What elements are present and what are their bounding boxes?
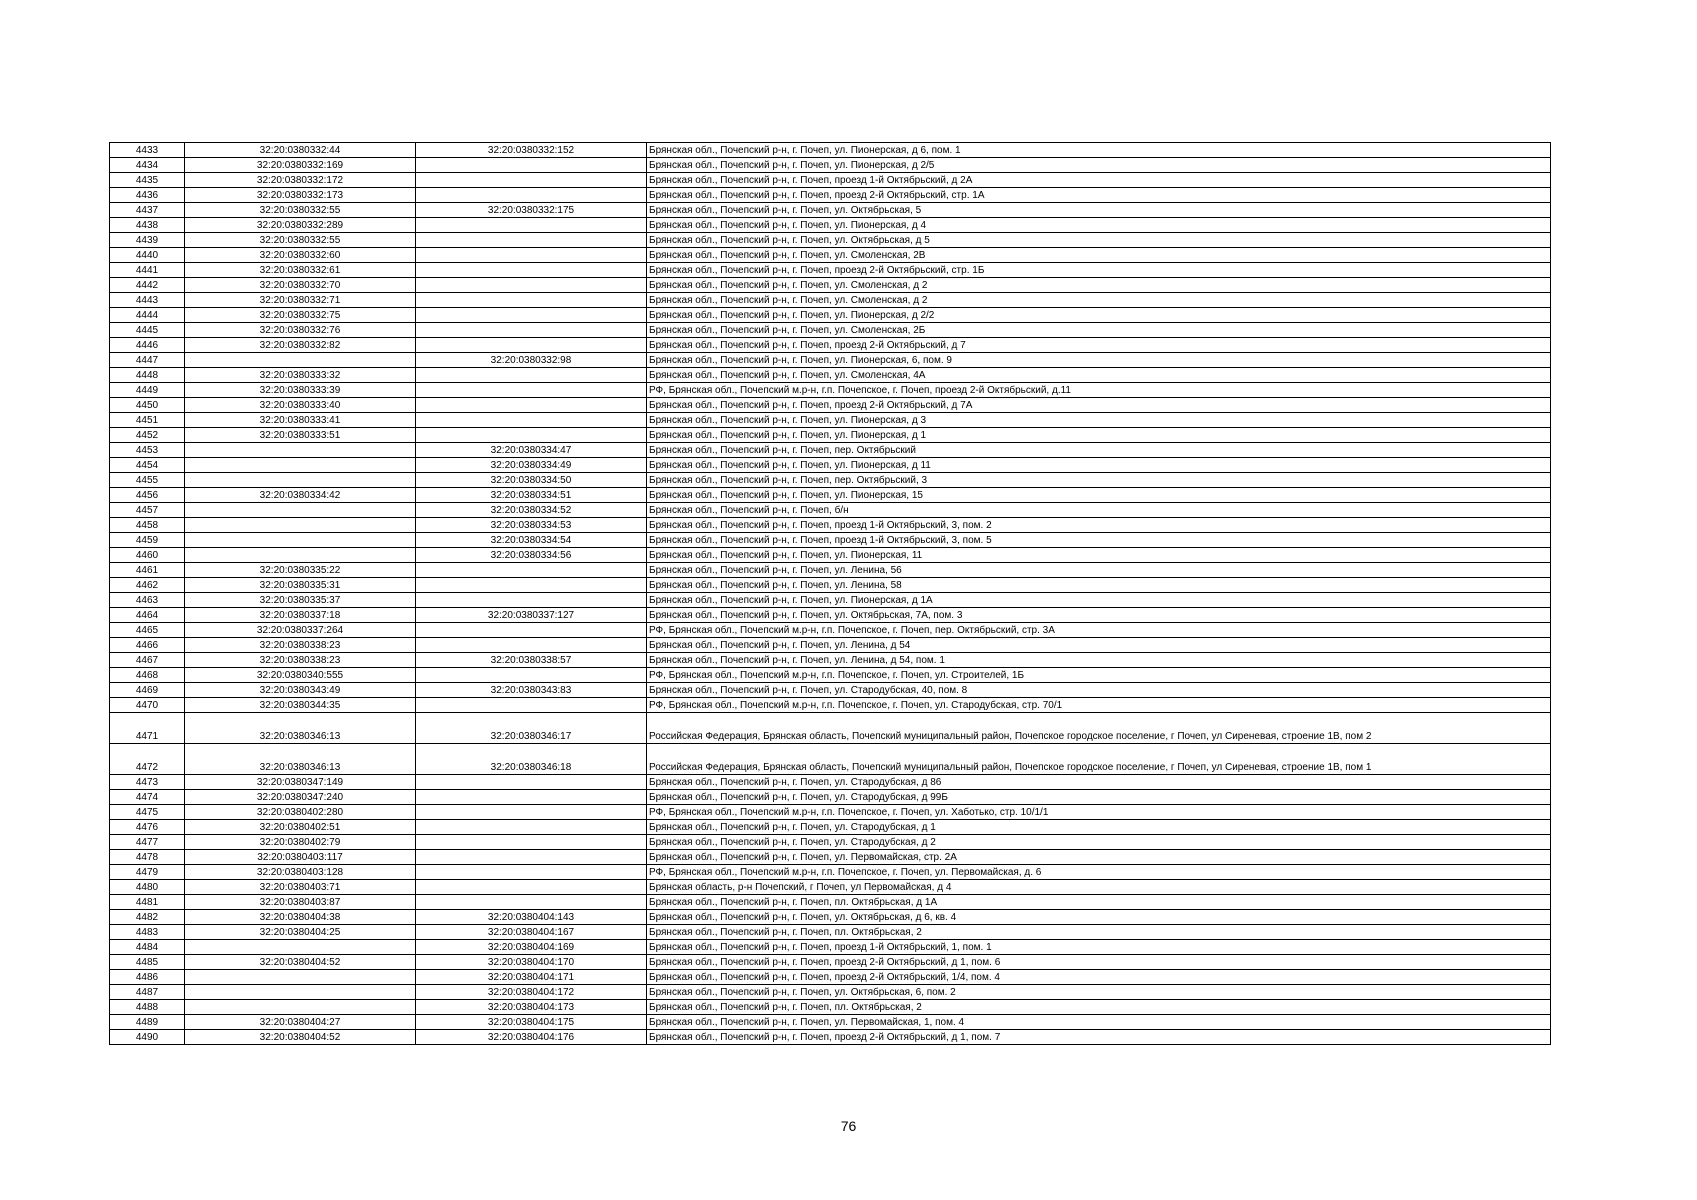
land-cadastral-number-cell: 32:20:0380333:40 (185, 398, 416, 413)
land-cadastral-number-cell: 32:20:0380403:87 (185, 895, 416, 910)
table-row (110, 308, 1551, 323)
building-cadastral-number-cell (416, 278, 647, 293)
building-cadastral-number-cell (416, 623, 647, 638)
building-cadastral-number-cell (416, 578, 647, 593)
building-cadastral-number-cell (416, 173, 647, 188)
land-cadastral-number-cell: 32:20:0380332:169 (185, 158, 416, 173)
row-number-cell: 4437 (110, 203, 185, 218)
address-cell: Брянская обл., Почепский р-н, г. Почеп, ул. Пионерская, д 4 (647, 218, 1551, 233)
building-cadastral-number-cell (416, 398, 647, 413)
land-cadastral-number-cell: 32:20:0380343:49 (185, 683, 416, 698)
building-cadastral-number-cell (416, 413, 647, 428)
address-cell: Брянская обл., Почепский р-н, г. Почеп, пер. Октябрьский (647, 443, 1551, 458)
row-number-cell: 4444 (110, 308, 185, 323)
table-row (110, 698, 1551, 713)
address-cell: Брянская обл., Почепский р-н, г. Почеп, ул. Стародубская, д 2 (647, 835, 1551, 850)
address-cell: Брянская обл., Почепский р-н, г. Почеп, ул. Октябрьская, д 6, кв. 4 (647, 910, 1551, 925)
land-cadastral-number-cell: 32:20:0380404:27 (185, 1015, 416, 1030)
address-cell: Брянская обл., Почепский р-н, г. Почеп, ул. Пионерская, д 11 (647, 458, 1551, 473)
land-cadastral-number-cell: 32:20:0380337:264 (185, 623, 416, 638)
row-number-cell: 4446 (110, 338, 185, 353)
table-row (110, 143, 1551, 158)
row-number-cell: 4434 (110, 158, 185, 173)
table-row (110, 1030, 1551, 1045)
building-cadastral-number-cell (416, 218, 647, 233)
row-number-cell: 4489 (110, 1015, 185, 1030)
address-cell: РФ, Брянская обл., Почепский м.р-н, г.п. Почепское, г. Почеп, ул. Стародубская, стр. 70/1 (647, 698, 1551, 713)
address-cell: Брянская обл., Почепский р-н, г. Почеп, пл. Октябрьская, 2 (647, 925, 1551, 940)
row-number-cell: 4454 (110, 458, 185, 473)
building-cadastral-number-cell (416, 820, 647, 835)
table-row (110, 850, 1551, 865)
address-cell: Брянская обл., Почепский р-н, г. Почеп, ул. Пионерская, д 6, пом. 1 (647, 143, 1551, 158)
building-cadastral-number-cell (416, 158, 647, 173)
address-cell: Брянская обл., Почепский р-н, г. Почеп, пл. Октябрьская, д 1А (647, 895, 1551, 910)
table-row (110, 173, 1551, 188)
address-cell: Брянская обл., Почепский р-н, г. Почеп, проезд 2-й Октябрьский, стр. 1А (647, 188, 1551, 203)
address-cell: Брянская обл., Почепский р-н, г. Почеп, ул. Смоленская, д 2 (647, 293, 1551, 308)
table-row (110, 398, 1551, 413)
building-cadastral-number-cell (416, 188, 647, 203)
building-cadastral-number-cell (416, 248, 647, 263)
land-cadastral-number-cell (185, 1000, 416, 1015)
table-row (110, 1015, 1551, 1030)
row-number-cell: 4439 (110, 233, 185, 248)
row-number-cell: 4465 (110, 623, 185, 638)
table-row (110, 593, 1551, 608)
land-cadastral-number-cell: 32:20:0380334:42 (185, 488, 416, 503)
row-number-cell: 4451 (110, 413, 185, 428)
land-cadastral-number-cell: 32:20:0380332:75 (185, 308, 416, 323)
address-cell: Брянская обл., Почепский р-н, г. Почеп, проезд 2-й Октябрьский, д 1, пом. 6 (647, 955, 1551, 970)
table-row (110, 293, 1551, 308)
table-row (110, 548, 1551, 563)
row-number-cell: 4485 (110, 955, 185, 970)
table-row (110, 790, 1551, 805)
land-cadastral-number-cell (185, 533, 416, 548)
building-cadastral-number-cell: 32:20:0380334:52 (416, 503, 647, 518)
building-cadastral-number-cell (416, 233, 647, 248)
land-cadastral-number-cell (185, 503, 416, 518)
address-cell: Брянская обл., Почепский р-н, г. Почеп, проезд 2-й Октябрьский, д 7А (647, 398, 1551, 413)
building-cadastral-number-cell (416, 383, 647, 398)
land-cadastral-number-cell: 32:20:0380332:61 (185, 263, 416, 278)
land-cadastral-number-cell: 32:20:0380335:22 (185, 563, 416, 578)
table-row (110, 323, 1551, 338)
table-row (110, 653, 1551, 668)
land-cadastral-number-cell (185, 443, 416, 458)
table-row (110, 563, 1551, 578)
land-cadastral-number-cell: 32:20:0380404:25 (185, 925, 416, 940)
land-cadastral-number-cell: 32:20:0380338:23 (185, 638, 416, 653)
land-cadastral-number-cell (185, 473, 416, 488)
address-cell: Брянская обл., Почепский р-н, г. Почеп, ул. Стародубская, 40, пом. 8 (647, 683, 1551, 698)
building-cadastral-number-cell: 32:20:0380334:56 (416, 548, 647, 563)
land-cadastral-number-cell: 32:20:0380332:71 (185, 293, 416, 308)
row-number-cell: 4466 (110, 638, 185, 653)
land-cadastral-number-cell (185, 458, 416, 473)
building-cadastral-number-cell (416, 805, 647, 820)
building-cadastral-number-cell: 32:20:0380337:127 (416, 608, 647, 623)
address-cell: Брянская обл., Почепский р-н, г. Почеп, ул. Смоленская, 2В (647, 248, 1551, 263)
land-cadastral-number-cell: 32:20:0380335:31 (185, 578, 416, 593)
land-cadastral-number-cell: 32:20:0380346:13 (185, 713, 416, 744)
address-cell: Брянская обл., Почепский р-н, г. Почеп, ул. Октябрьская, 6, пом. 2 (647, 985, 1551, 1000)
row-number-cell: 4460 (110, 548, 185, 563)
table-row (110, 353, 1551, 368)
table-row (110, 955, 1551, 970)
building-cadastral-number-cell: 32:20:0380346:18 (416, 744, 647, 775)
table-row (110, 488, 1551, 503)
land-cadastral-number-cell: 32:20:0380338:23 (185, 653, 416, 668)
address-cell: Брянская обл., Почепский р-н, г. Почеп, проезд 1-й Октябрьский, 1, пом. 1 (647, 940, 1551, 955)
table-row (110, 383, 1551, 398)
row-number-cell: 4490 (110, 1030, 185, 1045)
address-cell: Брянская обл., Почепский р-н, г. Почеп, проезд 2-й Октябрьский, стр. 1Б (647, 263, 1551, 278)
address-cell: РФ, Брянская обл., Почепский м.р-н, г.п. Почепское, г. Почеп, проезд 2-й Октябрьский, д.11 (647, 383, 1551, 398)
address-cell: Брянская обл., Почепский р-н, г. Почеп, ул. Пионерская, 15 (647, 488, 1551, 503)
table-row (110, 925, 1551, 940)
table-row (110, 623, 1551, 638)
row-number-cell: 4458 (110, 518, 185, 533)
building-cadastral-number-cell (416, 895, 647, 910)
building-cadastral-number-cell (416, 668, 647, 683)
building-cadastral-number-cell (416, 698, 647, 713)
address-cell: Российская Федерация, Брянская область, Почепский муниципальный район, Почепское городское поселение, г Почеп, ул Сиреневая, строение 1В, пом 2 (647, 713, 1551, 744)
table-row (110, 503, 1551, 518)
land-cadastral-number-cell: 32:20:0380402:280 (185, 805, 416, 820)
row-number-cell: 4452 (110, 428, 185, 443)
building-cadastral-number-cell (416, 638, 647, 653)
table-row (110, 203, 1551, 218)
table-row (110, 338, 1551, 353)
land-cadastral-number-cell: 32:20:0380332:172 (185, 173, 416, 188)
address-cell: Брянская обл., Почепский р-н, г. Почеп, ул. Ленина, д 54 (647, 638, 1551, 653)
building-cadastral-number-cell (416, 563, 647, 578)
building-cadastral-number-cell (416, 775, 647, 790)
land-cadastral-number-cell: 32:20:0380337:18 (185, 608, 416, 623)
table-row (110, 713, 1551, 744)
land-cadastral-number-cell: 32:20:0380333:41 (185, 413, 416, 428)
address-cell: Брянская обл., Почепский р-н, г. Почеп, ул. Пионерская, д 2/2 (647, 308, 1551, 323)
table-row (110, 970, 1551, 985)
row-number-cell: 4486 (110, 970, 185, 985)
row-number-cell: 4435 (110, 173, 185, 188)
building-cadastral-number-cell (416, 865, 647, 880)
land-cadastral-number-cell (185, 548, 416, 563)
building-cadastral-number-cell: 32:20:0380332:152 (416, 143, 647, 158)
row-number-cell: 4478 (110, 850, 185, 865)
land-cadastral-number-cell: 32:20:0380332:44 (185, 143, 416, 158)
row-number-cell: 4472 (110, 744, 185, 775)
address-cell: Брянская обл., Почепский р-н, г. Почеп, ул. Стародубская, д 1 (647, 820, 1551, 835)
building-cadastral-number-cell: 32:20:0380404:169 (416, 940, 647, 955)
address-cell: Брянская обл., Почепский р-н, г. Почеп, ул. Пионерская, д 1А (647, 593, 1551, 608)
address-cell: Брянская обл., Почепский р-н, г. Почеп, проезд 1-й Октябрьский, 3, пом. 5 (647, 533, 1551, 548)
address-cell: Брянская обл., Почепский р-н, г. Почеп, ул. Первомайская, стр. 2А (647, 850, 1551, 865)
table-row (110, 278, 1551, 293)
row-number-cell: 4469 (110, 683, 185, 698)
table-row (110, 533, 1551, 548)
land-cadastral-number-cell: 32:20:0380347:240 (185, 790, 416, 805)
address-cell: Брянская обл., Почепский р-н, г. Почеп, ул. Смоленская, 2Б (647, 323, 1551, 338)
address-cell: РФ, Брянская обл., Почепский м.р-н, г.п. Почепское, г. Почеп, ул. Хаботько, стр. 10/1/1 (647, 805, 1551, 820)
row-number-cell: 4447 (110, 353, 185, 368)
building-cadastral-number-cell: 32:20:0380334:50 (416, 473, 647, 488)
address-cell: РФ, Брянская обл., Почепский м.р-н, г.п. Почепское, г. Почеп, ул. Первомайская, д. 6 (647, 865, 1551, 880)
building-cadastral-number-cell: 32:20:0380404:176 (416, 1030, 647, 1045)
row-number-cell: 4471 (110, 713, 185, 744)
building-cadastral-number-cell (416, 593, 647, 608)
row-number-cell: 4456 (110, 488, 185, 503)
property-table-body (110, 143, 1551, 1045)
table-row (110, 413, 1551, 428)
table-row (110, 805, 1551, 820)
row-number-cell: 4449 (110, 383, 185, 398)
building-cadastral-number-cell (416, 338, 647, 353)
land-cadastral-number-cell (185, 970, 416, 985)
building-cadastral-number-cell (416, 293, 647, 308)
address-cell: Брянская обл., Почепский р-н, г. Почеп, ул. Пионерская, 11 (647, 548, 1551, 563)
land-cadastral-number-cell: 32:20:0380332:76 (185, 323, 416, 338)
table-row (110, 233, 1551, 248)
row-number-cell: 4461 (110, 563, 185, 578)
table-row (110, 835, 1551, 850)
table-row (110, 578, 1551, 593)
row-number-cell: 4484 (110, 940, 185, 955)
land-cadastral-number-cell (185, 985, 416, 1000)
table-row (110, 158, 1551, 173)
table-row (110, 458, 1551, 473)
table-row (110, 368, 1551, 383)
land-cadastral-number-cell: 32:20:0380404:38 (185, 910, 416, 925)
address-cell: Брянская обл., Почепский р-н, г. Почеп, ул. Пионерская, д 3 (647, 413, 1551, 428)
table-row (110, 263, 1551, 278)
table-row (110, 865, 1551, 880)
table-row (110, 608, 1551, 623)
row-number-cell: 4474 (110, 790, 185, 805)
building-cadastral-number-cell (416, 835, 647, 850)
land-cadastral-number-cell: 32:20:0380332:173 (185, 188, 416, 203)
row-number-cell: 4438 (110, 218, 185, 233)
row-number-cell: 4475 (110, 805, 185, 820)
row-number-cell: 4479 (110, 865, 185, 880)
address-cell: Брянская обл., Почепский р-н, г. Почеп, ул. Пионерская, д 2/5 (647, 158, 1551, 173)
address-cell: Брянская обл., Почепский р-н, г. Почеп, б/н (647, 503, 1551, 518)
land-cadastral-number-cell: 32:20:0380333:32 (185, 368, 416, 383)
row-number-cell: 4483 (110, 925, 185, 940)
building-cadastral-number-cell: 32:20:0380404:175 (416, 1015, 647, 1030)
row-number-cell: 4473 (110, 775, 185, 790)
land-cadastral-number-cell: 32:20:0380332:70 (185, 278, 416, 293)
table-row (110, 775, 1551, 790)
row-number-cell: 4487 (110, 985, 185, 1000)
address-cell: Брянская обл., Почепский р-н, г. Почеп, ул. Ленина, 58 (647, 578, 1551, 593)
land-cadastral-number-cell: 32:20:0380346:13 (185, 744, 416, 775)
land-cadastral-number-cell: 32:20:0380344:35 (185, 698, 416, 713)
land-cadastral-number-cell: 32:20:0380403:117 (185, 850, 416, 865)
table-row (110, 443, 1551, 458)
row-number-cell: 4455 (110, 473, 185, 488)
address-cell: РФ, Брянская обл., Почепский м.р-н, г.п. Почепское, г. Почеп, ул. Строителей, 1Б (647, 668, 1551, 683)
land-cadastral-number-cell: 32:20:0380332:82 (185, 338, 416, 353)
land-cadastral-number-cell: 32:20:0380340:555 (185, 668, 416, 683)
building-cadastral-number-cell: 32:20:0380404:171 (416, 970, 647, 985)
building-cadastral-number-cell: 32:20:0380346:17 (416, 713, 647, 744)
building-cadastral-number-cell: 32:20:0380338:57 (416, 653, 647, 668)
row-number-cell: 4441 (110, 263, 185, 278)
address-cell: Брянская обл., Почепский р-н, г. Почеп, пл. Октябрьская, 2 (647, 1000, 1551, 1015)
address-cell: Брянская обл., Почепский р-н, г. Почеп, ул. Октябрьская, 5 (647, 203, 1551, 218)
address-cell: Российская Федерация, Брянская область, Почепский муниципальный район, Почепское городское поселение, г Почеп, ул Сиреневая, строение 1В, пом 1 (647, 744, 1551, 775)
land-cadastral-number-cell: 32:20:0380402:51 (185, 820, 416, 835)
building-cadastral-number-cell: 32:20:0380334:54 (416, 533, 647, 548)
building-cadastral-number-cell: 32:20:0380334:53 (416, 518, 647, 533)
table-row (110, 638, 1551, 653)
table-row (110, 910, 1551, 925)
row-number-cell: 4476 (110, 820, 185, 835)
land-cadastral-number-cell: 32:20:0380332:55 (185, 203, 416, 218)
row-number-cell: 4468 (110, 668, 185, 683)
row-number-cell: 4433 (110, 143, 185, 158)
row-number-cell: 4445 (110, 323, 185, 338)
land-cadastral-number-cell: 32:20:0380403:128 (185, 865, 416, 880)
address-cell: РФ, Брянская обл., Почепский м.р-н, г.п. Почепское, г. Почеп, пер. Октябрьский, стр. 3А (647, 623, 1551, 638)
building-cadastral-number-cell: 32:20:0380334:49 (416, 458, 647, 473)
row-number-cell: 4440 (110, 248, 185, 263)
land-cadastral-number-cell: 32:20:0380335:37 (185, 593, 416, 608)
row-number-cell: 4477 (110, 835, 185, 850)
building-cadastral-number-cell: 32:20:0380343:83 (416, 683, 647, 698)
address-cell: Брянская обл., Почепский р-н, г. Почеп, ул. Смоленская, 4А (647, 368, 1551, 383)
land-cadastral-number-cell: 32:20:0380404:52 (185, 1030, 416, 1045)
building-cadastral-number-cell (416, 308, 647, 323)
table-row (110, 940, 1551, 955)
table-row (110, 248, 1551, 263)
address-cell: Брянская обл., Почепский р-н, г. Почеп, пер. Октябрьский, 3 (647, 473, 1551, 488)
row-number-cell: 4480 (110, 880, 185, 895)
table-row (110, 188, 1551, 203)
row-number-cell: 4464 (110, 608, 185, 623)
building-cadastral-number-cell: 32:20:0380334:47 (416, 443, 647, 458)
table-row (110, 895, 1551, 910)
land-cadastral-number-cell: 32:20:0380402:79 (185, 835, 416, 850)
table-row (110, 683, 1551, 698)
page-number: 76 (840, 1118, 857, 1134)
row-number-cell: 4457 (110, 503, 185, 518)
land-cadastral-number-cell: 32:20:0380404:52 (185, 955, 416, 970)
building-cadastral-number-cell (416, 790, 647, 805)
row-number-cell: 4450 (110, 398, 185, 413)
address-cell: Брянская обл., Почепский р-н, г. Почеп, ул. Стародубская, д 86 (647, 775, 1551, 790)
land-cadastral-number-cell: 32:20:0380333:39 (185, 383, 416, 398)
address-cell: Брянская обл., Почепский р-н, г. Почеп, ул. Смоленская, д 2 (647, 278, 1551, 293)
building-cadastral-number-cell: 32:20:0380404:172 (416, 985, 647, 1000)
address-cell: Брянская обл., Почепский р-н, г. Почеп, ул. Первомайская, 1, пом. 4 (647, 1015, 1551, 1030)
land-cadastral-number-cell: 32:20:0380332:60 (185, 248, 416, 263)
row-number-cell: 4443 (110, 293, 185, 308)
building-cadastral-number-cell: 32:20:0380334:51 (416, 488, 647, 503)
row-number-cell: 4462 (110, 578, 185, 593)
address-cell: Брянская обл., Почепский р-н, г. Почеп, ул. Пионерская, д 1 (647, 428, 1551, 443)
table-row (110, 668, 1551, 683)
building-cadastral-number-cell: 32:20:0380404:143 (416, 910, 647, 925)
building-cadastral-number-cell: 32:20:0380332:175 (416, 203, 647, 218)
building-cadastral-number-cell (416, 368, 647, 383)
address-cell: Брянская обл., Почепский р-н, г. Почеп, проезд 2-й Октябрьский, 1/4, пом. 4 (647, 970, 1551, 985)
address-cell: Брянская обл., Почепский р-н, г. Почеп, ул. Октябрьская, 7А, пом. 3 (647, 608, 1551, 623)
building-cadastral-number-cell: 32:20:0380404:173 (416, 1000, 647, 1015)
address-cell: Брянская обл., Почепский р-н, г. Почеп, ул. Ленина, д 54, пом. 1 (647, 653, 1551, 668)
row-number-cell: 4488 (110, 1000, 185, 1015)
table-row (110, 428, 1551, 443)
property-table (109, 142, 1551, 1045)
row-number-cell: 4467 (110, 653, 185, 668)
address-cell: Брянская обл., Почепский р-н, г. Почеп, проезд 2-й Октябрьский, д 7 (647, 338, 1551, 353)
land-cadastral-number-cell (185, 353, 416, 368)
land-cadastral-number-cell (185, 518, 416, 533)
row-number-cell: 4448 (110, 368, 185, 383)
address-cell: Брянская обл., Почепский р-н, г. Почеп, ул. Ленина, 56 (647, 563, 1551, 578)
row-number-cell: 4470 (110, 698, 185, 713)
table-row (110, 1000, 1551, 1015)
building-cadastral-number-cell (416, 880, 647, 895)
table-row (110, 985, 1551, 1000)
row-number-cell: 4482 (110, 910, 185, 925)
building-cadastral-number-cell: 32:20:0380404:170 (416, 955, 647, 970)
building-cadastral-number-cell: 32:20:0380332:98 (416, 353, 647, 368)
table-row (110, 218, 1551, 233)
address-cell: Брянская обл., Почепский р-н, г. Почеп, проезд 1-й Октябрьский, 3, пом. 2 (647, 518, 1551, 533)
land-cadastral-number-cell: 32:20:0380332:289 (185, 218, 416, 233)
building-cadastral-number-cell (416, 850, 647, 865)
address-cell: Брянская обл., Почепский р-н, г. Почеп, ул. Октябрьская, д 5 (647, 233, 1551, 248)
building-cadastral-number-cell: 32:20:0380404:167 (416, 925, 647, 940)
row-number-cell: 4436 (110, 188, 185, 203)
row-number-cell: 4442 (110, 278, 185, 293)
land-cadastral-number-cell: 32:20:0380403:71 (185, 880, 416, 895)
row-number-cell: 4459 (110, 533, 185, 548)
building-cadastral-number-cell (416, 263, 647, 278)
table-row (110, 880, 1551, 895)
land-cadastral-number-cell: 32:20:0380333:51 (185, 428, 416, 443)
building-cadastral-number-cell (416, 323, 647, 338)
address-cell: Брянская обл., Почепский р-н, г. Почеп, ул. Стародубская, д 99Б (647, 790, 1551, 805)
building-cadastral-number-cell (416, 428, 647, 443)
address-cell: Брянская обл., Почепский р-н, г. Почеп, проезд 2-й Октябрьский, д 1, пом. 7 (647, 1030, 1551, 1045)
table-row (110, 744, 1551, 775)
address-cell: Брянская обл., Почепский р-н, г. Почеп, ул. Пионерская, 6, пом. 9 (647, 353, 1551, 368)
row-number-cell: 4463 (110, 593, 185, 608)
land-cadastral-number-cell: 32:20:0380332:55 (185, 233, 416, 248)
land-cadastral-number-cell (185, 940, 416, 955)
table-row (110, 518, 1551, 533)
table-row (110, 473, 1551, 488)
row-number-cell: 4481 (110, 895, 185, 910)
land-cadastral-number-cell: 32:20:0380347:149 (185, 775, 416, 790)
table-row (110, 820, 1551, 835)
address-cell: Брянская область, р-н Почепский, г Почеп, ул Первомайская, д 4 (647, 880, 1551, 895)
address-cell: Брянская обл., Почепский р-н, г. Почеп, проезд 1-й Октябрьский, д 2А (647, 173, 1551, 188)
row-number-cell: 4453 (110, 443, 185, 458)
